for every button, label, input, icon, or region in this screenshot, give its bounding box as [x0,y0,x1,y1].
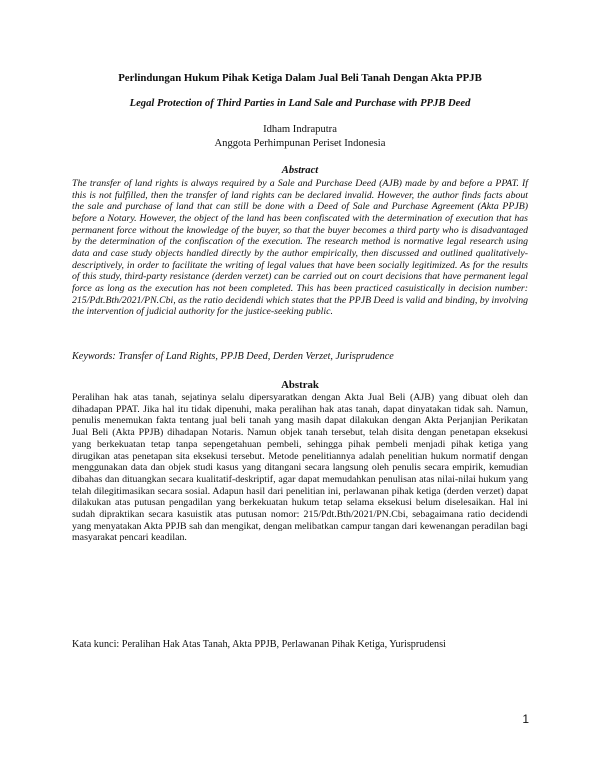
keywords-english: Keywords: Transfer of Land Rights, PPJB Deed, Derden Verzet, Jurisprudence [72,351,394,362]
paper-title: Perlindungan Hukum Pihak Ketiga Dalam Jual Beli Tanah Dengan Akta PPJB [118,72,482,84]
author-block [72,123,528,151]
abstract-english-heading: Abstract [281,165,319,176]
author-affiliation: Anggota Perhimpunan Periset Indonesia [214,138,386,149]
abstract-indonesian-body: Peralihan hak atas tanah, sejatinya selalu dipersyaratkan dengan Akta Jual Beli (AJB) yang dibuat oleh dan dihadapan PPAT. Jika hal itu tidak dipenuhi, maka peralihan hak atas tanah, dapat dinyatakan tidak sah. Namun, penulis menemukan fakta tentang jual beli tanah yang masih dapat dilakukan dengan Akta Perjanjian Perikatan Jual Beli (Akta PPJB) dihadapan Notaris. Namun objek tanah tersebut, telah disita dengan penetapan eksekusi yang berkekuatan tetap tanpa sepengetahuan pembeli, sehingga pihak pembeli menjadi pihak ketiga yang dirugikan atas penetapan sita eksekusi tersebut. Metode penelitiannya adalah penelitian hukum normatif dengan menggunakan data dan objek studi kasus yang ditangani secara langsung oleh penulis secara empirik, kemudian dibahas dan dituangkan secara kualitatif-deskriptif, agar dapat memudahkan penulisan atas nilai-nilai hukum yang telah dilegitimasikan secara sosial. Adapun hasil dari penelitian ini, perlawanan pihak ketiga (derden verzet) dapat dilakukan atas putusan pengadilan yang berkekuatan hukum tetap selama eksekusi belum diselesaikan. Hal ini sudah dipraktikan secara kasuistik atas putusan nomor: 215/Pdt.Bth/2021/PN.Cbi, sebagaimana ratio decidendi yang menyatakan Akta PPJB sah dan mengikat, dengan melibatkan campur tangan dari kewenangan peradilan bagi masyarakat pencari keadilan. [72,392,528,544]
author-name: Idham Indraputra [263,124,337,135]
abstract-english-body: The transfer of land rights is always required by a Sale and Purchase Deed (AJB) made by and before a PPAT. If this is not fulfilled, then the transfer of land rights can be declared invalid. However, the author finds facts about the sale and purchase of land that can still be done with a Deed of Sale and Purchase Agreement (Akta PPJB) before a Notary. However, the object of the land has been confiscated with the determination of execution that has permanent force without the knowledge of the buyer, so that the buyer becomes a third party who is disadvantaged by the determination of the confiscation of the execution. The research method is normative legal research using data and case study objects handled directly by the author empirically, then discussed and outlined qualitatively-descriptively, in order to facilitate the writing of legal values that have been socially legitimized. As for the results of this study, third-party resistance (derden verzet) can be carried out on court decisions that have permanent legal force as long as the execution has not been completed. This has been practiced casuistically in decision number: 215/Pdt.Bth/2021/PN.Cbi, as the ratio decidendi which states that the PPJB Deed is valid and binding, by involving the intervention of judicial authority for the justice-seeking public. [72,178,528,318]
keywords-indonesian: Kata kunci: Peralihan Hak Atas Tanah, Akta PPJB, Perlawanan Pihak Ketiga, Yurisprudensi [72,639,446,650]
abstract-indonesian-heading: Abstrak [281,379,319,391]
page-number: 1 [522,712,529,726]
paper-title-english: Legal Protection of Third Parties in Land Sale and Purchase with PPJB Deed [129,98,471,109]
